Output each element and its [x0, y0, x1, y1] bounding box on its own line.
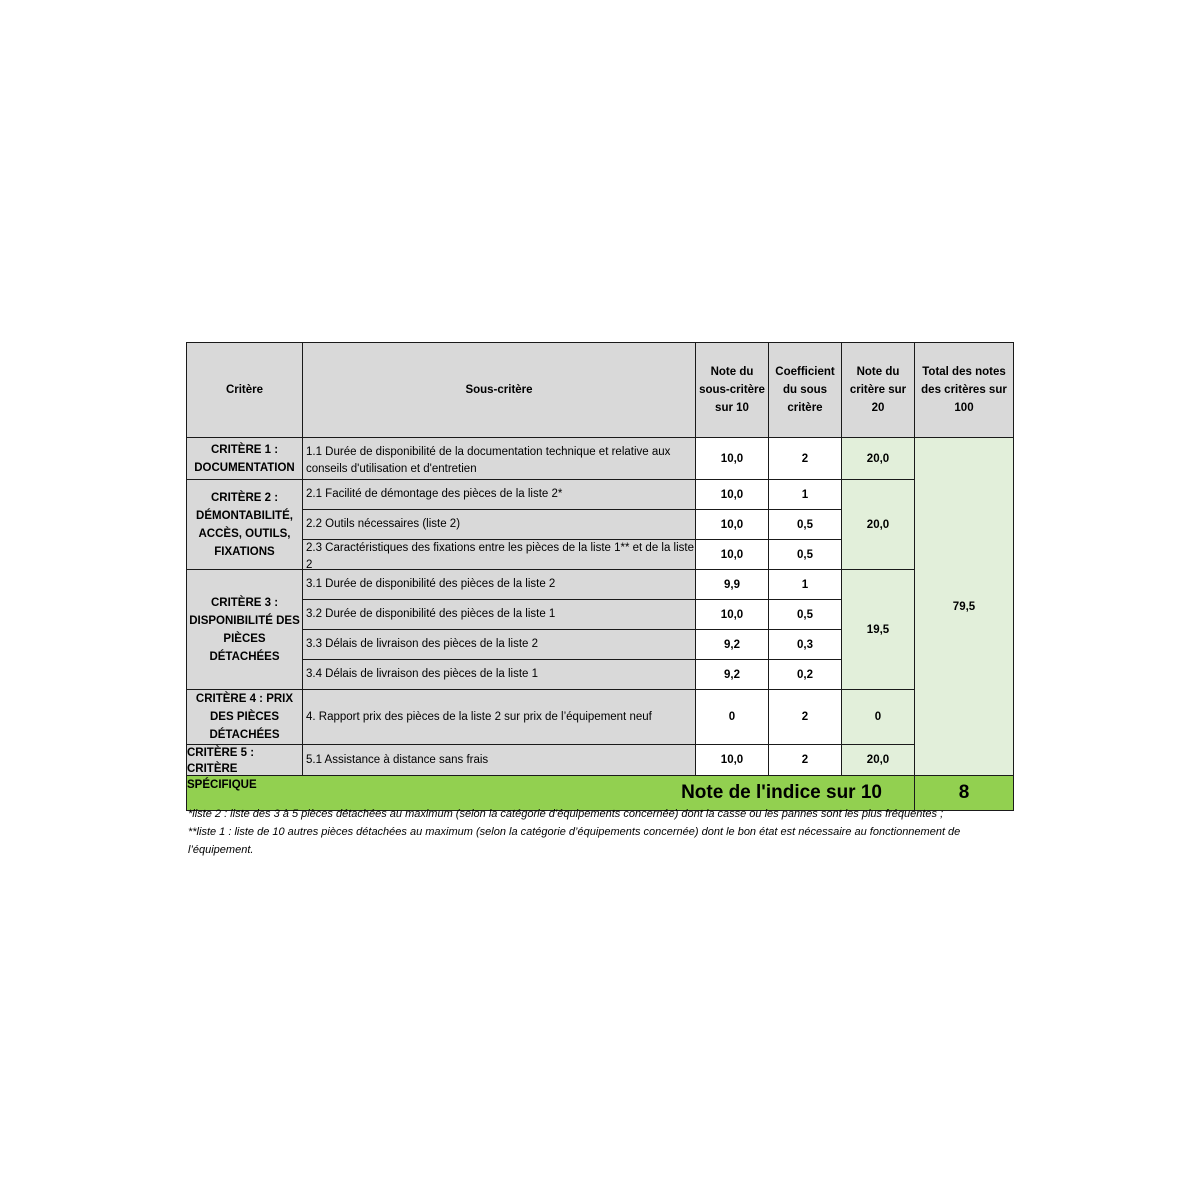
- sub-criterion-coef: 0,5: [769, 540, 842, 570]
- criterion-4-note: 0: [842, 690, 915, 745]
- footnote-liste-2: *liste 2 : liste des 3 à 5 pièces détachées au maximum (selon la catégorie d’équipements concernée) dont la casse ou les pannes sont les plus fréquentes ;: [188, 808, 944, 820]
- header-row: [187, 343, 1014, 438]
- table-row: [187, 438, 1014, 480]
- sub-criterion-coef: 2: [769, 690, 842, 745]
- sub-criterion-coef: 2: [769, 745, 842, 776]
- table-row: [187, 570, 1014, 600]
- criterion-3-note: 19,5: [842, 570, 915, 690]
- sub-criterion-note: 9,2: [696, 660, 769, 690]
- criterion-2-label: CRITÈRE 2 : DÉMONTABILITÉ, ACCÈS, OUTILS, FIXATIONS: [187, 480, 303, 570]
- sub-criterion-4: 4. Rapport prix des pièces de la liste 2 sur prix de l’équipement neuf: [303, 690, 696, 745]
- sub-criterion-note: 10,0: [696, 745, 769, 776]
- sub-criterion-1-1: 1.1 Durée de disponibilité de la documentation technique et relative aux conseils d'utilisation et d'entretien: [303, 438, 696, 480]
- criterion-5-note: 20,0: [842, 745, 915, 776]
- sub-criterion-coef: 2: [769, 438, 842, 480]
- sub-criterion-note: 0: [696, 690, 769, 745]
- sub-criterion-note: 9,9: [696, 570, 769, 600]
- sub-criterion-coef: 0,3: [769, 630, 842, 660]
- sub-criterion-note: 10,0: [696, 540, 769, 570]
- footnote-liste-1: **liste 1 : liste de 10 autres pièces détachées au maximum (selon la catégorie d’équipements concernée) dont le bon état est nécessaire au fonctionnement de l’équipement.: [188, 826, 961, 856]
- sub-criterion-3-4: 3.4 Délais de livraison des pièces de la liste 1: [303, 660, 696, 690]
- sub-criterion-note: 9,2: [696, 630, 769, 660]
- criterion-5-label: CRITÈRE 5 : CRITÈRE SPÉCIFIQUE: [187, 745, 303, 776]
- sub-criterion-2-1: 2.1 Facilité de démontage des pièces de la liste 2*: [303, 480, 696, 510]
- sub-criterion-coef: 0,5: [769, 600, 842, 630]
- sub-criterion-coef: 0,5: [769, 510, 842, 540]
- sub-criterion-5-1: 5.1 Assistance à distance sans frais: [303, 745, 696, 776]
- header-critere: Critère: [187, 343, 303, 438]
- header-note-sous-critere: Note du sous-critère sur 10: [696, 343, 769, 438]
- sub-criterion-note: 10,0: [696, 480, 769, 510]
- table-row: [187, 745, 1014, 776]
- sub-criterion-note: 10,0: [696, 510, 769, 540]
- sub-criterion-3-3: 3.3 Délais de livraison des pièces de la liste 2: [303, 630, 696, 660]
- sub-criterion-3-2: 3.2 Durée de disponibilité des pièces de la liste 1: [303, 600, 696, 630]
- criterion-1-label: CRITÈRE 1 : DOCUMENTATION: [187, 438, 303, 480]
- header-coefficient: Coefficient du sous critère: [769, 343, 842, 438]
- criterion-3-label: CRITÈRE 3 : DISPONIBILITÉ DES PIÈCES DÉTACHÉES: [187, 570, 303, 690]
- sub-criterion-coef: 0,2: [769, 660, 842, 690]
- table-row: [187, 690, 1014, 745]
- criterion-4-label: CRITÈRE 4 : PRIX DES PIÈCES DÉTACHÉES: [187, 690, 303, 745]
- criterion-2-note: 20,0: [842, 480, 915, 570]
- header-sous-critere: Sous-critère: [303, 343, 696, 438]
- sub-criterion-coef: 1: [769, 570, 842, 600]
- sub-criterion-coef: 1: [769, 480, 842, 510]
- sub-criterion-note: 10,0: [696, 600, 769, 630]
- criterion-1-note: 20,0: [842, 438, 915, 480]
- footnotes: [188, 805, 1018, 859]
- total-score: 79,5: [915, 438, 1014, 776]
- header-total: Total des notes des critères sur 100: [915, 343, 1014, 438]
- final-score-value: 8: [915, 776, 1014, 811]
- repairability-score-table: [186, 342, 1014, 811]
- sub-criterion-note: 10,0: [696, 438, 769, 480]
- sub-criterion-2-3: 2.3 Caractéristiques des fixations entre les pièces de la liste 1** et de la liste 2: [303, 540, 696, 570]
- table-row: [187, 480, 1014, 510]
- sub-criterion-2-2: 2.2 Outils nécessaires (liste 2): [303, 510, 696, 540]
- final-score-label: Note de l'indice sur 10: [187, 776, 915, 811]
- sub-criterion-3-1: 3.1 Durée de disponibilité des pièces de la liste 2: [303, 570, 696, 600]
- header-note-critere: Note du critère sur 20: [842, 343, 915, 438]
